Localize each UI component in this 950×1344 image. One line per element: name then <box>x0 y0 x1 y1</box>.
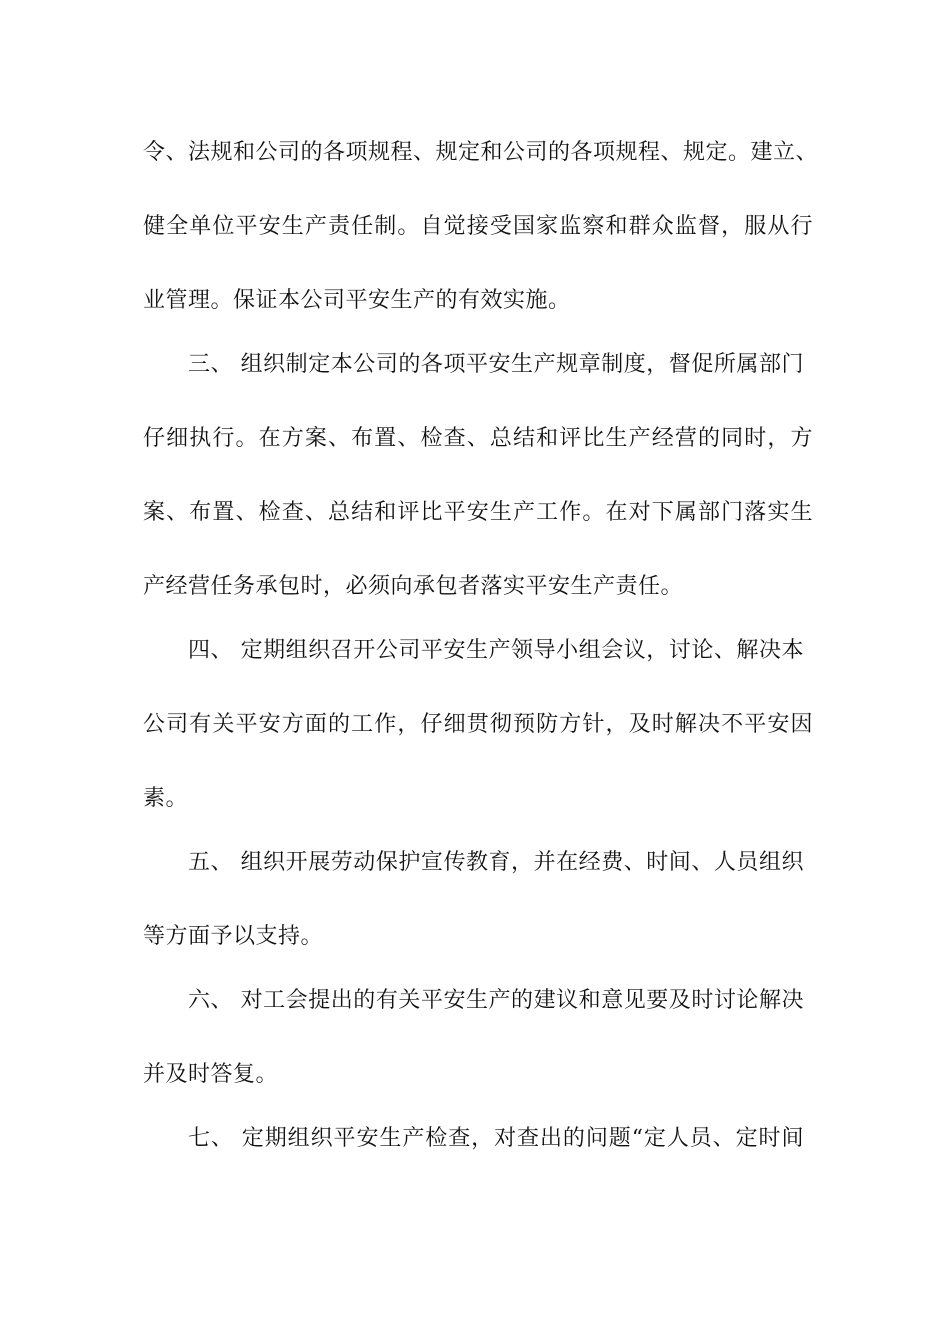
text-line: 案、布置、检查、总结和评比平安生产工作。在对下属部门落实生 <box>143 500 813 525</box>
text-line: 公司有关平安方面的工作，仔细贯彻预防方针，及时解决不平安因 <box>143 712 813 737</box>
paragraph-heading-3: 三、 组织制定本公司的各项平安生产规章制度，督促所属部门 <box>188 352 804 377</box>
text-line: 令、法规和公司的各项规程、规定和公司的各项规程、规定。建立、 <box>143 140 819 165</box>
paragraph-heading-4: 四、 定期组织召开公司平安生产领导小组会议，讨论、解决本 <box>188 638 804 663</box>
paragraph-heading-5: 五、 组织开展劳动保护宣传教育，并在经费、时间、人员组织 <box>188 850 804 875</box>
text-line: 素。 <box>143 786 189 811</box>
text-line: 仔细执行。在方案、布置、检查、总结和评比生产经营的同时，方 <box>143 426 813 451</box>
text-line: 等方面予以支持。 <box>143 924 324 949</box>
text-line: 产经营任务承包时，必须向承包者落实平安生产责任。 <box>143 574 684 599</box>
text-line: 并及时答复。 <box>143 1062 279 1087</box>
text-line: 业管理。保证本公司平安生产的有效实施。 <box>143 288 571 313</box>
paragraph-heading-6: 六、 对工会提出的有关平安生产的建议和意见要及时讨论解决 <box>188 988 804 1013</box>
text-line: 健全单位平安生产责任制。自觉接受国家监察和群众监督，服从行 <box>143 214 813 239</box>
paragraph-heading-7: 七、 定期组织平安生产检查，对查出的问题“定人员、定时间 <box>188 1126 804 1151</box>
